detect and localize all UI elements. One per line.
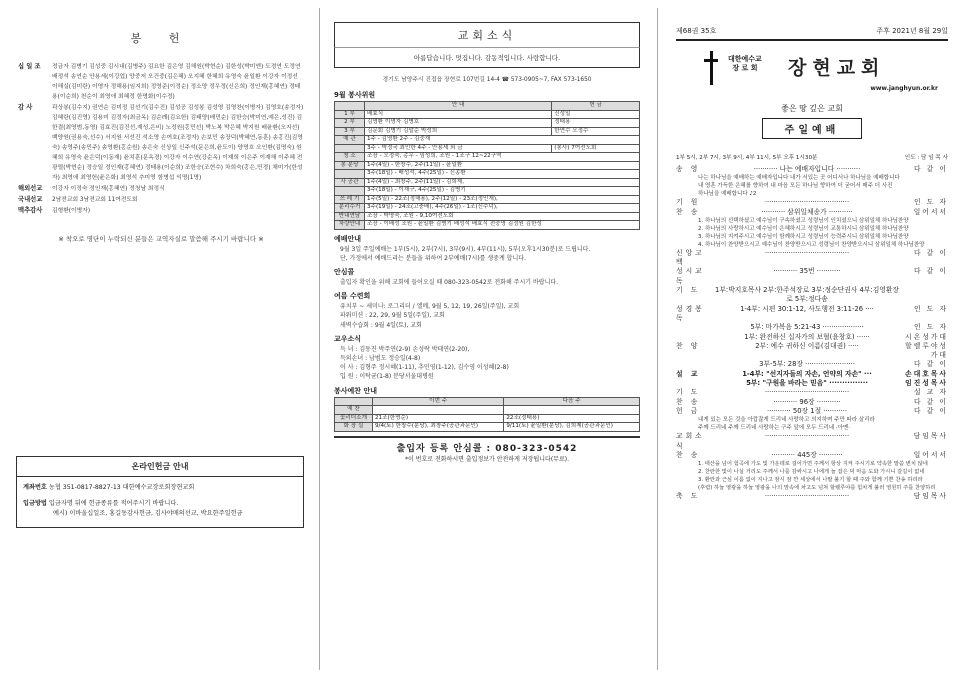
praise-table bbox=[334, 397, 640, 432]
service-usher: 김영환 이명자 김병호 bbox=[365, 119, 552, 128]
account-label: 계좌번호 bbox=[23, 484, 47, 491]
church-logo bbox=[676, 49, 948, 99]
worship-item bbox=[676, 451, 948, 460]
offering-category: 감 사 bbox=[18, 104, 33, 111]
duty-label: 청 소 bbox=[335, 153, 365, 162]
offering-names: 이강자 이정숙 정인재(홍혜연) 정청남 최정식 bbox=[52, 186, 165, 192]
omission-note: ※ 착오로 명단이 누락되신 분들은 교역자실로 말씀해 주시기 바랍니다 ※ bbox=[58, 235, 264, 243]
worship-item-label: 찬 송 bbox=[676, 207, 701, 216]
worship-item-content: 1부: 완전하신 십자가의 보혈(윤창호) ······ bbox=[744, 332, 870, 341]
notice-line: 9월 3일 주일예배는 1부(5시), 2부(7시), 3부(9시), 4부(11시), 5부(오후1시30분)로 드립니다. bbox=[340, 245, 591, 253]
notice-heading: 예배안내 bbox=[334, 234, 362, 243]
online-giving-box bbox=[16, 456, 304, 528]
worship-item-leader: 일어서서 bbox=[913, 450, 948, 459]
worship-item-content: 5부: 마가복음 5:21-43 ··················· bbox=[750, 323, 864, 332]
worship-item-label: 헌 금 bbox=[676, 406, 701, 415]
service-leader: 인도 : 담 임 목 사 bbox=[904, 155, 948, 161]
worship-item-leader: 다 같 이 bbox=[913, 267, 948, 276]
cross-icon bbox=[704, 51, 718, 85]
hymn-lines: 3. 환란과 근심 이름 없이 지나고 잠시 잠 깐 세상에서 나팔 불기 할 때 주와 함께 기쁜 찬송 하리라 bbox=[698, 477, 923, 484]
worship-item-label bbox=[676, 379, 714, 388]
worship-item-leader bbox=[900, 286, 948, 305]
duty-detail: 1주(4일) - 최창주, 2주(11일) - 김희제, bbox=[365, 178, 640, 187]
worship-item-content: ··········· 나는 예배자입니다 ··········· bbox=[753, 165, 861, 173]
duty-detail: 조장 - 오정숙, 총무 - 임성희, 조원 - 1조구 12~22구역 bbox=[365, 153, 640, 162]
song-lines: 하나님을 예배합니다 ♪2 bbox=[698, 191, 757, 198]
worship-item bbox=[676, 370, 948, 379]
offering-row bbox=[18, 195, 304, 205]
worship-item-label: 찬 송 bbox=[676, 397, 701, 406]
worship-item-label: 기 도 bbox=[676, 286, 701, 295]
duty-detail: 조장 - 이배성 조원 - 윤일환 김병기 배성석 배효식 전중영 김정원 김한성 bbox=[365, 221, 640, 230]
notice-line: 득외손녀 : 남범도 정승일(4-8) bbox=[340, 354, 421, 362]
notice-heading: 안심콜 bbox=[334, 267, 355, 276]
worship-item bbox=[676, 323, 948, 332]
offering-list bbox=[18, 62, 304, 216]
duty-label: 봉 분당 bbox=[335, 161, 365, 170]
duty-label bbox=[335, 144, 365, 153]
worship-item-label: 축 도 bbox=[676, 492, 701, 501]
notices bbox=[334, 234, 640, 396]
duty-label bbox=[335, 187, 365, 196]
worship-item-leader: 담임목사 bbox=[913, 492, 948, 501]
service-times-text: 1부 5시, 2부 7시, 3부 9시, 4부 11시, 5부 오후 1시30분 bbox=[676, 155, 818, 161]
offering-category: 해외선교 bbox=[18, 185, 43, 192]
worship-item bbox=[676, 432, 948, 451]
worship-item bbox=[676, 333, 948, 342]
service-col-usher: 안 내 bbox=[365, 102, 552, 111]
hymn-lines: 2. 찬란한 빛이 나실 거리도 주께서 나를 감싸시고 나에게 늘 잡은 덕 마음 도와 가시니 갈길이 없네 bbox=[698, 469, 925, 476]
duty-row bbox=[335, 195, 640, 204]
service-offering: 정태용 bbox=[552, 119, 640, 128]
duty-label bbox=[335, 170, 365, 179]
notice-line: 득 녀 : 김동진 박주연(2-9) 손성락 박태연(2-20), bbox=[340, 345, 470, 353]
method-label: 입금방법 bbox=[23, 500, 47, 507]
worship-item-content: 1부:박지호목사 2부:한주석장로 3부:정순단권사 4부:김영환장로 5부:정다솜 bbox=[715, 286, 899, 304]
service-row-label: 2 부 bbox=[335, 119, 365, 128]
worship-item bbox=[676, 305, 948, 324]
worship-item-content: ··········· 삼위일체송가 ··········· bbox=[761, 207, 853, 216]
column-divider-right bbox=[657, 8, 658, 670]
offering-page bbox=[0, 0, 318, 678]
duty-row bbox=[335, 136, 640, 145]
worship-item bbox=[676, 342, 948, 361]
duty-label: 반내연남 bbox=[335, 212, 365, 221]
worship-item-content: 5부: "구원을 바라는 믿음" ··············· bbox=[746, 379, 868, 388]
worship-item-label: 성경봉독 bbox=[676, 304, 705, 322]
worship-item-leader: 인 도 자 bbox=[913, 198, 948, 207]
notice-line: 단, 가정에서 예배드리는 분들을 위하여 2부예배(7시)를 생중계 합니다. bbox=[340, 254, 526, 262]
offering-category: 십 일 조 bbox=[18, 63, 41, 70]
duty-detail: 3주(18일) - 이재구, 4주(25일) - 김병기 bbox=[365, 187, 640, 196]
service-row-label: 3 부 bbox=[335, 127, 365, 136]
duty-label: 분리수거 bbox=[335, 204, 365, 213]
praise-col-next-week: 다음 주 bbox=[504, 397, 640, 406]
notice-line: 새벽수습회 : 9월 4일(토), 교회 bbox=[340, 321, 422, 329]
church-url: www.janghyun.or.kr bbox=[870, 85, 938, 92]
worship-item-label: 찬 양 bbox=[676, 341, 701, 350]
creed-lines: 2. 하나님의 사랑하시고 예수님이 은혜하시고 성령님이 교통하시니 삼위일체 하나님찬양 bbox=[698, 225, 909, 232]
service-offering: 한연수 오정수 bbox=[552, 127, 640, 136]
praise-row bbox=[335, 414, 640, 423]
worship-item bbox=[676, 492, 948, 501]
duty-row bbox=[335, 187, 640, 196]
worship-item bbox=[676, 407, 948, 416]
offering-lines: 주께 드리네 주께 드리네 사랑하는 구주 앞에 모두 드리네 ·아멘· bbox=[698, 425, 851, 432]
church-address: 경기도 남양주시 진접읍 장현로 107번길 14-4 ☎ 573-0905~7, FAX 573-1650 bbox=[382, 77, 592, 83]
news-motto: 아름답습니다. 멋집니다. 감동적입니다. 사랑합니다. bbox=[334, 47, 640, 68]
worship-item-content: 2부: 예수 귀하신 이름(김대권) ····· bbox=[755, 341, 859, 350]
offering-lines: 내게 있는 모든 것을 아깝잖게 드리네 사랑하고 의지하며 주만 따라 살리라 bbox=[698, 417, 875, 424]
worship-item-label bbox=[676, 360, 714, 369]
notice-heading: 여름 수련회 bbox=[334, 292, 371, 301]
service-table bbox=[334, 101, 640, 230]
praise-next-week: 22조(정태용) bbox=[504, 414, 640, 423]
duty-label: 사 공관 bbox=[335, 178, 365, 187]
worship-item-content: ··········· 50장 1절 ··········· bbox=[766, 406, 848, 415]
worship-item-content: 3부-5부: 28장 ······················· bbox=[759, 360, 855, 369]
worship-item-label: 설 교 bbox=[676, 369, 701, 378]
duty-detail: 3주(18일) - 배성석, 4주(25일) - 신종환 bbox=[365, 170, 640, 179]
notice-line: 이 사 : 김형주 정시혜(1-11), 추민영(1-12), 김수영 이성혜(2-8) bbox=[340, 364, 509, 372]
church-motto: 좋은 땅 깊은 교회 bbox=[781, 104, 843, 113]
worship-item-label: 성시교독 bbox=[676, 267, 705, 285]
duty-detail: 1주(4일) - 한창수, 2주(11일) - 윤일환 bbox=[365, 161, 640, 170]
worship-item-leader: 인 도 자 bbox=[913, 323, 948, 332]
worship-item-content: ······································· bbox=[764, 492, 850, 501]
duty-label: 쓰 레 기 bbox=[335, 195, 365, 204]
worship-item bbox=[676, 379, 948, 388]
hymn-lines: 1. 태산을 넘어 험곡에 가도 빛 가운데로 걸어가면 주께서 항상 지켜 주시기로 약속한 말씀 변치 않네 bbox=[698, 461, 928, 468]
duty-label: 예 관 bbox=[335, 136, 365, 145]
worship-item-label: 찬 송 bbox=[676, 450, 701, 459]
offering-row bbox=[18, 103, 304, 183]
praise-row bbox=[335, 406, 640, 415]
duty-row bbox=[335, 212, 640, 221]
notice-heading: 교우소식 bbox=[334, 334, 362, 343]
creed-lines: 3. 하나님의 지켜주시고 예수님이 함께하시고 성령님이 능력주시니 삼위일체 하나님찬양 bbox=[698, 233, 909, 240]
song-lines: 내 영혼 가득한 은혜를 향하여 내 마음 모든 하나님 향하여 더 굳어서 매주 더 사진 bbox=[698, 183, 893, 190]
deposit-method: 입금자명 뒤에 헌금종류를 적어주시기 바랍니다. bbox=[48, 500, 179, 507]
praise-this-week: 21조(한명순) bbox=[373, 414, 504, 423]
worship-item bbox=[676, 249, 948, 268]
worship-item-content: ······································· bbox=[764, 432, 850, 441]
service-usher: 김문회 김병기 김말순 박성희 bbox=[365, 127, 552, 136]
praise-label: 예 찬 bbox=[335, 406, 373, 415]
praise-this-week bbox=[373, 406, 504, 415]
worship-item-content: 1-4부: 시편 30:1-12, 사도행전 3:11-26 ···· bbox=[740, 304, 874, 313]
service-row bbox=[335, 127, 640, 136]
church-news-page bbox=[320, 0, 650, 678]
worship-item-content: ······································· bbox=[764, 248, 850, 257]
worship-item-content: ··········· 96장 ··········· bbox=[773, 397, 841, 406]
duty-note: (봉사) 7여전도회 bbox=[552, 144, 640, 153]
account-number: 농협 351-0817-8827-13 대한예수교장로회장현교회 bbox=[48, 484, 195, 491]
duty-row bbox=[335, 161, 640, 170]
worship-item-leader: 다 같 이 bbox=[913, 248, 948, 257]
bulletin-date: 주후 2021년 8월 29일 bbox=[876, 27, 948, 35]
worship-item-leader: 일어서서 bbox=[913, 207, 948, 216]
duty-row bbox=[335, 170, 640, 179]
praise-row bbox=[335, 423, 640, 432]
offering-row bbox=[18, 206, 304, 216]
worship-item bbox=[676, 267, 948, 286]
worship-item-content: 1-4부: "선지자들의 자손, 언약의 자손" ··· bbox=[742, 369, 872, 378]
service-row bbox=[335, 110, 640, 119]
worship-item-label: 기 원 bbox=[676, 198, 701, 207]
online-giving-title: 온라인헌금 안내 bbox=[17, 457, 303, 477]
duty-label: 차량안내 bbox=[335, 221, 365, 230]
offering-category: 국내선교 bbox=[18, 196, 43, 203]
service-offering: 신성일 bbox=[552, 110, 640, 119]
worship-item-content: ······································· bbox=[764, 198, 850, 207]
duty-detail: 3주(19일) - 24조(고충배), 4주(26일) - 1조(신수덕), bbox=[365, 204, 640, 213]
offering-names: 2남전교회 3남전교회 11여전도회 bbox=[52, 197, 138, 203]
duty-row bbox=[335, 204, 640, 213]
offering-names: 곽상봉(김수지) 권연순 김미정 김선기(김수진) 김성공 김성봉 김성영 김영찬(이병자) 김영호(송정자) 김혜란(김진영) 김용미 김정자(최금옥) 김순례(김요한) 김태양(배민순) 김한승(박미연,예은,성진) 김한결(최영범,동영) 김효진(김진선,재성,은비) 노정원(홍민선) 박노복 박은혜 박지원 배윤환(오지선) 백양원(권용숙,선수) 서지원 서선진 석소영 손여호(조정자) 손보민 송장덕(박혜연,동훈) 송홍진(김영숙) 송영주(송민주) 송영환(홍순원) 송은숙 신상일 신주석(문은희,윤도이) 양명호 오인환(김명숙) 원혜희 유영숙 윤은덕(이동재) 윤치훈(문옥경) 이강자 이수연(강순옥) 이재희 이은주 이재해 이주혜 전광렬(박현순) 정승일 정인재(홍혜연) 정태용(이순희) 조한승(조현수) 차희숙(홍은,민경) 채미가(한성자) 최영애 최영헌(윤은화) 최영석 추미영 함병섭 익명(1명) bbox=[52, 105, 304, 181]
praise-label: 화 장 실 bbox=[335, 423, 373, 432]
worship-item-content: ··········· 445장 ··········· bbox=[771, 450, 843, 459]
bulletin-header bbox=[676, 26, 948, 41]
notice-line: 출입자 확인을 위해 교회에 들어오실 때 080-323-0542로 전화해 주시기 바랍니다. bbox=[340, 278, 559, 286]
notice-heading: 봉사예찬 안내 bbox=[334, 386, 378, 395]
worship-item bbox=[676, 388, 948, 397]
worship-item-leader: 담임목사 bbox=[913, 432, 948, 441]
worship-title: 주일예배 bbox=[762, 118, 862, 139]
worship-item bbox=[676, 360, 948, 369]
worship-item-label: 송 영 bbox=[676, 165, 701, 173]
worship-item-label: 교회소식 bbox=[676, 432, 705, 450]
duty-row bbox=[335, 153, 640, 162]
offering-names: 김형환(이병자) bbox=[52, 208, 91, 214]
creed-lines: 4. 하나님이 찬양받으시고 예수님이 찬양받으시고 성령님이 찬양받으시니 삼위일체 하나님찬양 bbox=[698, 241, 925, 248]
offering-row bbox=[18, 184, 304, 194]
praise-this-week: 9/4(토) 한창수(분당), 최창주(공관과문인) bbox=[373, 423, 504, 432]
worship-item-leader: 다 같 이 bbox=[913, 165, 948, 173]
praise-next-week: 9/11(토) 윤일환(분당), 김희제(공관과문인) bbox=[504, 423, 640, 432]
worship-item-leader: 시온성가대 bbox=[905, 332, 948, 341]
duty-detail: 3주 - 박정국 최인한 4주 - 안용세 외 금 bbox=[365, 144, 552, 153]
service-usher: 배효식 bbox=[365, 110, 552, 119]
denomination-line-2: 장 로 회 bbox=[732, 64, 758, 72]
deposit-example: 예시) 이바울십일조, 홍길동감사헌금, 김사야매의선교, 박요한주일헌금 bbox=[53, 510, 243, 517]
praise-label: 꽃리더소개 bbox=[335, 414, 373, 423]
duty-detail: 조장 - 박명숙, 조원 - 9,10여전도회 bbox=[365, 212, 640, 221]
church-name: 장현교회 bbox=[788, 57, 886, 79]
offering-names: 정금자 김병기 김성중 김시내(김병주) 김요한 김은영 김해원(박현순) 김한성(박미엔) 도경연 도정연 배정석 송연순 안용세(이강업) 양중저 오건중(김은혜) 오지혜 한혜희 유영숙 윤일환 이강자 이정선 이해실(김미란) 이영자 정해용(임지희) 정영준(이정순) 정소양 정우정(신은희) 정인재(홍혜연) 정태용(이순희) 천순이 최영애 최혜정 한명화(이수정) bbox=[52, 64, 301, 100]
service-col-offering: 헌 금 bbox=[552, 102, 640, 111]
offering-row bbox=[18, 62, 304, 102]
worship-page bbox=[664, 0, 954, 678]
notice-line: 파워미션 : 22, 29, 9월 5일(주일), 교회 bbox=[340, 312, 445, 320]
praise-col-blank bbox=[335, 397, 373, 406]
song-lines: 나는 하나님을 예배하는 예배자입니다 내가 서있는 곳 어디서나 하나님을 예배합니다 bbox=[698, 175, 900, 182]
creed-lines: 1. 하나님의 선택하셨고 예수님이 구속하셨고 성령님이 인치셨으니 삼위일체 하나님찬양 bbox=[698, 217, 909, 224]
service-heading: 9월 봉사위원 bbox=[334, 91, 376, 99]
worship-item-label bbox=[676, 323, 714, 332]
order-of-worship bbox=[676, 165, 948, 501]
worship-item-leader: 다 같 이 bbox=[913, 397, 948, 406]
news-title: 교회소식 bbox=[334, 22, 640, 47]
praise-next-week bbox=[504, 406, 640, 415]
worship-item bbox=[676, 165, 948, 174]
denomination bbox=[728, 55, 762, 73]
worship-item-leader: 설 교 자 bbox=[913, 388, 948, 397]
duty-row bbox=[335, 144, 640, 153]
offering-category: 맥추감사 bbox=[18, 207, 43, 214]
duty-row bbox=[335, 178, 640, 187]
notice-line: 입 원 : 이탁균(1-8) 분당서울대병원 bbox=[340, 373, 434, 381]
notice-line: 유치부 ~ 세미나: 로그리더 / 엘메, 9월 5, 12, 19, 26일(주일), 교회 bbox=[340, 303, 520, 311]
service-times bbox=[676, 153, 948, 161]
praise-col-this-week: 이번 주 bbox=[373, 397, 504, 406]
worship-item bbox=[676, 398, 948, 407]
denomination-line-1: 대한예수교 bbox=[728, 55, 762, 63]
service-row bbox=[335, 119, 640, 128]
safe-call-box bbox=[334, 436, 640, 463]
safe-call-number: 출입자 등록 안심콜 : 080-323-0542 bbox=[396, 443, 578, 454]
worship-item-label: 신앙고백 bbox=[676, 248, 705, 267]
volume-number: 제68권 35호 bbox=[676, 27, 717, 35]
duty-detail: 1주 - 김영환 2주 - 김중재 bbox=[365, 136, 640, 145]
worship-item-leader: 손대호목사 bbox=[905, 369, 948, 378]
worship-item bbox=[676, 286, 948, 305]
duty-detail: 1주(5일) - 22조(정해용), 2주(12일) - 23조(정인재), bbox=[365, 195, 640, 204]
worship-item-leader: 인 도 자 bbox=[913, 304, 948, 313]
worship-item-label: 기 도 bbox=[676, 388, 701, 397]
worship-item-leader: 다 같 이 bbox=[913, 360, 948, 369]
offering-title: 봉 헌 bbox=[130, 32, 192, 45]
worship-item-leader: 할렐루야성가대 bbox=[905, 341, 948, 360]
worship-item-leader: 다 같 이 bbox=[913, 406, 948, 415]
worship-item bbox=[676, 208, 948, 217]
worship-item-content: ··········· 35번 ··········· bbox=[773, 267, 841, 276]
hymn-lines: (후렴) 하늘 영광을 하늘 영광을 나의 맘속에 차고도 넘쳐 할렐루야를 힘차게 불러 영원히 주를 찬양하리 bbox=[698, 485, 936, 492]
worship-item bbox=[676, 198, 948, 207]
worship-item-content: ······································· bbox=[764, 388, 850, 397]
safe-call-note: *이 번호로 전화하시면 출입정보가 안전하게 저장됩니다(무료). bbox=[404, 455, 570, 463]
worship-item-label bbox=[676, 333, 714, 342]
duty-row bbox=[335, 221, 640, 230]
service-row-label: 1 부 bbox=[335, 110, 365, 119]
worship-item-leader: 임진성목사 bbox=[905, 379, 948, 388]
